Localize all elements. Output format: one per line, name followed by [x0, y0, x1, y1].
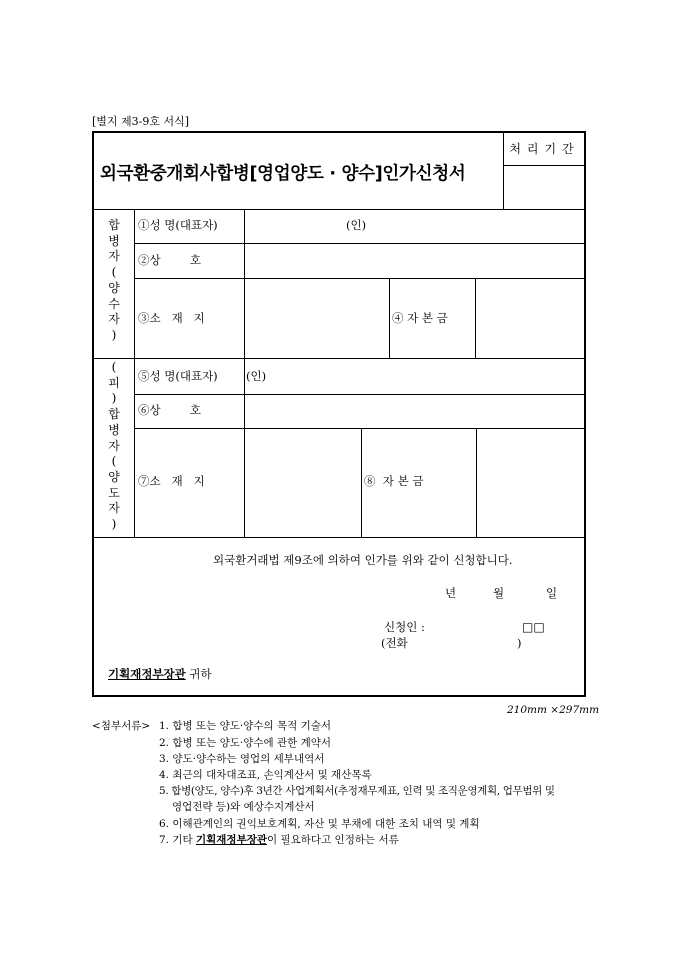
merged-capital-label: ⑧ 자 본 금	[364, 474, 424, 488]
attachment-item-7: 7. 기타 기획재정부장관이 필요하다고 인정하는 서류	[159, 834, 399, 846]
merged-name-label: ⑤성 명(대표자)	[138, 369, 218, 383]
date-month[interactable]: 월	[493, 586, 505, 600]
merged-trade-value[interactable]	[246, 396, 584, 427]
statement-text: 외국환거래법 제9조에 의하여 인가를 위와 같이 신청합니다.	[213, 553, 513, 567]
addressee	[108, 669, 212, 681]
merger-trade-label: ②상 호	[138, 253, 201, 267]
attachment-item: 2. 합병 또는 양도·양수에 관한 계약서	[159, 737, 332, 749]
merger-trade-value[interactable]	[246, 245, 584, 277]
merged-capital-value[interactable]	[478, 430, 584, 536]
form-number: [별지 제3-9호 서식]	[92, 115, 190, 128]
merged-location-label: ⑦소 재 지	[138, 474, 205, 488]
paper-size: 210mm ×297mm	[507, 704, 600, 716]
merged-side-label: ( 피 ) 합 병 자 ( 양 도 자 )	[108, 360, 120, 532]
phone-field[interactable]	[420, 636, 510, 650]
applicant-label: 신청인 :	[384, 620, 425, 634]
attachments-label: <첨부서류>	[92, 720, 151, 732]
addressee-suffix: 귀하	[189, 667, 212, 681]
date-year[interactable]: 년	[445, 586, 457, 600]
processing-period-value[interactable]	[504, 166, 585, 208]
merger-location-value[interactable]	[246, 280, 388, 357]
merged-name-value[interactable]: (인)	[246, 369, 267, 383]
applicant-seal[interactable]: □□	[522, 620, 545, 634]
merger-side-label: 합 병 자 ( 양 수 자 )	[108, 218, 120, 342]
merger-capital-label: ④ 자 본 금	[392, 311, 448, 325]
merger-location-label: ③소 재 지	[138, 311, 205, 325]
merged-location-value[interactable]	[246, 430, 360, 536]
phone-open: (전화	[381, 636, 408, 650]
attachment-item: 1. 합병 또는 양도·양수의 목적 기술서	[159, 720, 332, 732]
phone-close: )	[517, 636, 522, 650]
attachment-item: 5. 합병(양도, 양수)후 3년간 사업계획서(추정재무제표, 인력 및 조직운영계획, 업무범위 및	[159, 785, 555, 797]
attachment-item7-rest: 이 필요하다고 인정하는 서류	[267, 834, 399, 846]
form-title: 외국환중개회사합병[영업양도 · 양수]인가신청서	[100, 164, 466, 184]
attachment-item7-bold: 기획재정부장관	[196, 834, 268, 846]
merger-capital-value[interactable]	[477, 280, 584, 357]
attachment-item: 영업전략 등)와 예상수지계산서	[172, 801, 315, 813]
merger-name-value[interactable]: (인)	[346, 218, 367, 232]
processing-period-label: 처리기간	[509, 142, 580, 156]
date-day[interactable]: 일	[546, 586, 558, 600]
addressee-name: 기획재정부장관	[108, 667, 186, 681]
merger-name-label: ①성 명(대표자)	[138, 218, 218, 232]
attachment-item: 4. 최근의 대차대조표, 손익계산서 및 재산목록	[159, 769, 372, 781]
attachment-item: 6. 이해관계인의 권익보호계획, 자산 및 부채에 대한 조치 내역 및 계획	[159, 818, 480, 830]
attachment-item: 3. 양도·양수하는 영업의 세부내역서	[159, 753, 325, 765]
merged-trade-label: ⑥상 호	[138, 403, 201, 417]
